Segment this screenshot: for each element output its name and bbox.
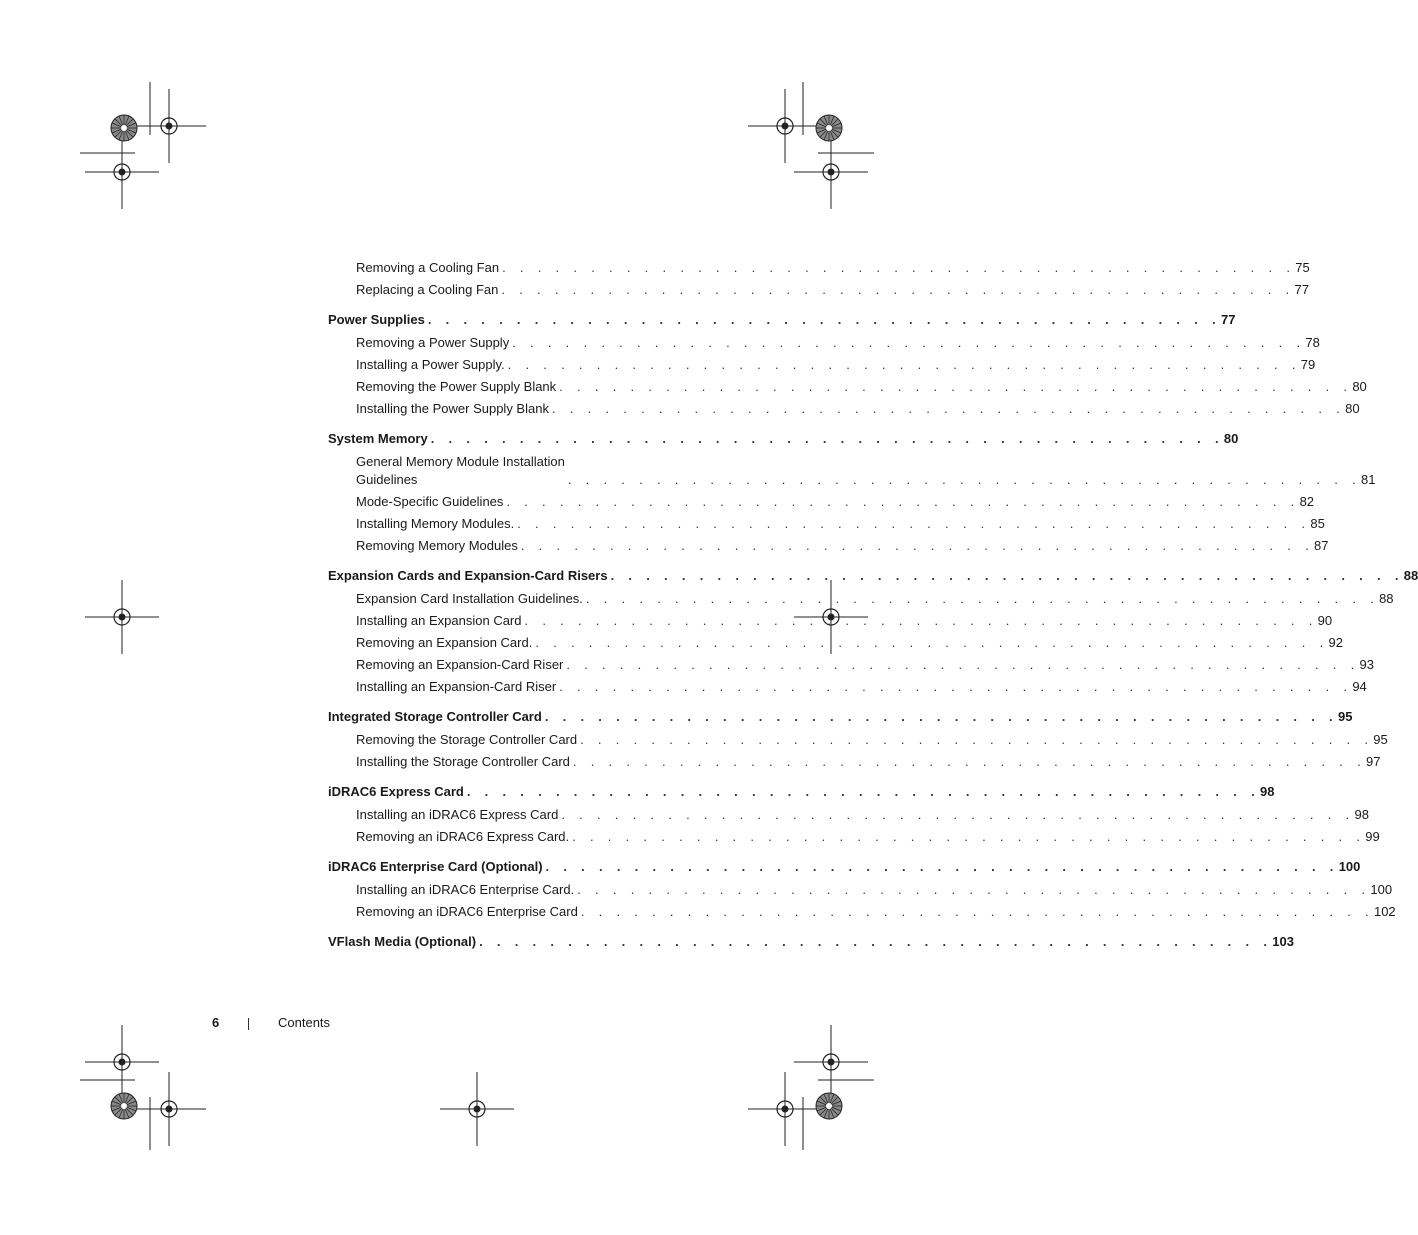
- dot-leader: . . . . . . . . . . . . . . . . . . . . . . . . . . . . . . . . . . . . . . . . . . . . .: [572, 829, 1366, 844]
- table-of-contents: [328, 259, 1418, 956]
- toc-subsection-entry[interactable]: [328, 493, 1315, 511]
- toc-subsection-entry[interactable]: [328, 634, 1343, 652]
- toc-entry-title: Installing Memory Modules.: [356, 516, 515, 531]
- toc-page-number: 88: [1403, 568, 1418, 583]
- toc-entry-title: Installing a Power Supply.: [356, 357, 505, 372]
- toc-subsection-entry[interactable]: [328, 378, 1367, 396]
- toc-page-number: 98: [1259, 784, 1275, 799]
- toc-subsection-entry[interactable]: [328, 259, 1310, 277]
- toc-subsection-entry[interactable]: [328, 731, 1388, 749]
- toc-page-number: 81: [1360, 472, 1376, 487]
- toc-subsection-entry[interactable]: [328, 612, 1333, 630]
- toc-entry-title: Installing an iDRAC6 Express Card: [356, 807, 559, 822]
- toc-entry-title: Installing an Expansion-Card Riser: [356, 679, 557, 694]
- toc-section-entry[interactable]: [328, 567, 1418, 585]
- registration-mark: [794, 1025, 868, 1099]
- toc-subsection-entry[interactable]: [328, 400, 1360, 418]
- dot-leader: . . . . . . . . . . . . . . . . . . . . . . . . . . . . . . . . . . . . . . . . . . . . .: [512, 335, 1306, 350]
- registration-mark: [85, 135, 159, 209]
- toc-subsection-entry[interactable]: [328, 828, 1380, 846]
- toc-page-number: 88: [1379, 591, 1394, 606]
- dot-leader: . . . . . . . . . . . . . . . . . . . . . . . . . . . . . . . . . . . . . . . . . . . . .: [517, 516, 1311, 531]
- toc-entry-title-block: [356, 453, 568, 489]
- toc-page-number: 82: [1299, 494, 1315, 509]
- registration-mark: [794, 135, 868, 209]
- toc-entry-title: Expansion Card Installation Guidelines.: [356, 591, 583, 606]
- toc-entry-title: Installing the Power Supply Blank: [356, 401, 549, 416]
- dot-leader: . . . . . . . . . . . . . . . . . . . . . . . . . . . . . . . . . . . . . . . . . . . . .: [466, 784, 1260, 799]
- toc-subsection-entry[interactable]: [328, 753, 1381, 771]
- toc-entry-title: Installing the Storage Controller Card: [356, 754, 570, 769]
- registration-mark: [748, 1072, 822, 1146]
- toc-page-number: 102: [1373, 904, 1396, 919]
- registration-mark: [132, 1072, 206, 1146]
- toc-entry-title: Installing an Expansion Card: [356, 613, 522, 628]
- toc-subsection-entry[interactable]: [328, 356, 1316, 374]
- dot-leader: . . . . . . . . . . . . . . . . . . . . . . . . . . . . . . . . . . . . . . . . . . . . .: [580, 904, 1374, 919]
- toc-page-number: 78: [1305, 335, 1320, 350]
- toc-section-entry[interactable]: [328, 783, 1275, 801]
- color-star-mark: [111, 1093, 137, 1119]
- toc-subsection-entry[interactable]: [328, 678, 1367, 696]
- toc-entry-title: Integrated Storage Controller Card: [328, 709, 542, 724]
- footer-section-label: Contents: [278, 1015, 331, 1030]
- toc-page-number: 100: [1338, 859, 1361, 874]
- dot-leader: . . . . . . . . . . . . . . . . . . . . . . . . . . . . . . . . . . . . . . . . . . . . .: [544, 709, 1338, 724]
- toc-page-number: 87: [1314, 538, 1329, 553]
- toc-entry-title: Removing the Storage Controller Card: [356, 732, 578, 747]
- dot-leader: . . . . . . . . . . . . . . . . . . . . . . . . . . . . . . . . . . . . . . . . . . . . .: [577, 882, 1371, 897]
- dot-leader: . . . . . . . . . . . . . . . . . . . . . . . . . . . . . . . . . . . . . . . . . . . . .: [479, 934, 1273, 949]
- toc-subsection-entry[interactable]: [328, 656, 1374, 674]
- toc-page-number: 92: [1328, 635, 1343, 650]
- toc-entry-title: Removing a Cooling Fan: [356, 260, 500, 275]
- dot-leader: . . . . . . . . . . . . . . . . . . . . . . . . . . . . . . . . . . . . . . . . . . . . .: [566, 657, 1360, 672]
- toc-page-number: 98: [1354, 807, 1369, 822]
- toc-entry-title: Power Supplies: [328, 312, 425, 327]
- toc-page-number: 80: [1345, 401, 1360, 416]
- dot-leader: . . . . . . . . . . . . . . . . . . . . . . . . . . . . . . . . . . . . . . . . . . . . .: [501, 282, 1295, 297]
- dot-leader: . . . . . . . . . . . . . . . . . . . . . . . . . . . . . . . . . . . . . . . . . . . . .: [427, 312, 1221, 327]
- toc-page-number: 94: [1352, 679, 1367, 694]
- toc-page-number: 77: [1220, 312, 1236, 327]
- dot-leader: . . . . . . . . . . . . . . . . . . . . . . . . . . . . . . . . . . . . . . . . . . . . .: [524, 613, 1318, 628]
- toc-section-entry[interactable]: [328, 708, 1353, 726]
- toc-page-number: 80: [1352, 379, 1367, 394]
- registration-mark: [132, 89, 206, 163]
- crop-mark-top-left: [80, 82, 150, 153]
- toc-section-entry[interactable]: [328, 858, 1361, 876]
- toc-subsection-entry[interactable]: [328, 453, 1376, 489]
- registration-mark: [85, 1025, 159, 1099]
- color-star-mark: [816, 115, 842, 141]
- toc-entry-title: Removing a Power Supply: [356, 335, 510, 350]
- toc-subsection-entry[interactable]: [328, 590, 1394, 608]
- toc-page-number: 95: [1337, 709, 1353, 724]
- dot-leader: . . . . . . . . . . . . . . . . . . . . . . . . . . . . . . . . . . . . . . . . . . . . .: [561, 807, 1355, 822]
- dot-leader: . . . . . . . . . . . . . . . . . . . . . . . . . . . . . . . . . . . . . . . . . . . . .: [572, 754, 1367, 769]
- dot-leader: . . . . . . . . . . . . . . . . . . . . . . . . . . . . . . . . . . . . . . . . . . . . .: [551, 401, 1346, 416]
- toc-subsection-entry[interactable]: [328, 806, 1369, 824]
- toc-page-number: 85: [1310, 516, 1325, 531]
- dot-leader: . . . . . . . . . . . . . . . . . . . . . . . . . . . . . . . . . . . . . . . . . . . . .: [430, 431, 1224, 446]
- toc-page-number: 103: [1272, 934, 1294, 949]
- toc-page-number: 90: [1317, 613, 1333, 628]
- footer-divider: [248, 1018, 249, 1030]
- toc-page-number: 75: [1295, 260, 1310, 275]
- toc-subsection-entry[interactable]: [328, 281, 1309, 299]
- page-number: 6: [212, 1015, 220, 1030]
- toc-subsection-entry[interactable]: [328, 903, 1396, 921]
- dot-leader: . . . . . . . . . . . . . . . . . . . . . . . . . . . . . . . . . . . . . . . . . . . . .: [535, 635, 1329, 650]
- toc-subsection-entry[interactable]: [328, 881, 1393, 899]
- toc-page-number: 97: [1366, 754, 1381, 769]
- color-star-mark: [111, 115, 137, 141]
- dot-leader: . . . . . . . . . . . . . . . . . . . . . . . . . . . . . . . . . . . . . . . . . . . . .: [610, 568, 1404, 583]
- dot-leader: . . . . . . . . . . . . . . . . . . . . . . . . . . . . . . . . . . . . . . . . . . . . .: [585, 591, 1380, 606]
- toc-entry-title: Removing an iDRAC6 Enterprise Card: [356, 904, 578, 919]
- toc-entry-title: iDRAC6 Enterprise Card (Optional): [328, 859, 543, 874]
- toc-entry-title: Expansion Cards and Expansion-Card Risers: [328, 568, 608, 583]
- toc-section-entry[interactable]: [328, 430, 1239, 448]
- toc-section-entry[interactable]: [328, 311, 1236, 329]
- toc-entry-title: System Memory: [328, 431, 428, 446]
- toc-page-number: 100: [1370, 882, 1393, 897]
- toc-entry-title: Mode-Specific Guidelines: [356, 494, 504, 509]
- dot-leader: . . . . . . . . . . . . . . . . . . . . . . . . . . . . . . . . . . . . . . . . . . . . .: [559, 679, 1353, 694]
- dot-leader: . . . . . . . . . . . . . . . . . . . . . . . . . . . . . . . . . . . . . . . . . . . . .: [580, 732, 1374, 747]
- toc-page-number: 95: [1373, 732, 1388, 747]
- dot-leader: . . . . . . . . . . . . . . . . . . . . . . . . . . . . . . . . . . . . . . . . . . . . .: [545, 859, 1339, 874]
- toc-entry-title: Removing an iDRAC6 Express Card.: [356, 829, 570, 844]
- toc-page-number: 99: [1365, 829, 1380, 844]
- dot-leader: . . . . . . . . . . . . . . . . . . . . . . . . . . . . . . . . . . . . . . . . . . . . .: [502, 260, 1296, 275]
- toc-page-number: 77: [1294, 282, 1309, 297]
- toc-entry-title-line: General Memory Module Installation: [356, 454, 565, 469]
- toc-page-number: 80: [1223, 431, 1239, 446]
- crop-mark-top-right: [803, 82, 874, 153]
- toc-entry-title: iDRAC6 Express Card: [328, 784, 464, 799]
- toc-page-number: 79: [1300, 357, 1316, 372]
- toc-entry-title: Removing Memory Modules: [356, 538, 518, 553]
- toc-subsection-entry[interactable]: [328, 515, 1325, 533]
- color-star-mark: [816, 1093, 842, 1119]
- registration-mark: [748, 89, 822, 163]
- dot-leader: . . . . . . . . . . . . . . . . . . . . . . . . . . . . . . . . . . . . . . . . . . . . .: [520, 538, 1314, 553]
- toc-entry-title: Removing an Expansion-Card Riser: [356, 657, 564, 672]
- dot-leader: . . . . . . . . . . . . . . . . . . . . . . . . . . . . . . . . . . . . . . . . . . . . .: [567, 472, 1361, 487]
- toc-entry-title: VFlash Media (Optional): [328, 934, 477, 949]
- toc-subsection-entry[interactable]: [328, 537, 1329, 555]
- dot-leader: . . . . . . . . . . . . . . . . . . . . . . . . . . . . . . . . . . . . . . . . . . . . .: [559, 379, 1353, 394]
- toc-section-entry[interactable]: [328, 933, 1294, 951]
- toc-entry-title: Replacing a Cooling Fan: [356, 282, 499, 297]
- toc-entry-title: Removing the Power Supply Blank: [356, 379, 557, 394]
- registration-mark: [85, 580, 159, 654]
- toc-entry-title: Guidelines: [356, 472, 418, 487]
- toc-subsection-entry[interactable]: [328, 334, 1320, 352]
- toc-entry-title: Removing an Expansion Card.: [356, 635, 533, 650]
- toc-page-number: 93: [1359, 657, 1374, 672]
- dot-leader: . . . . . . . . . . . . . . . . . . . . . . . . . . . . . . . . . . . . . . . . . . . . .: [506, 494, 1300, 509]
- toc-entry-title: Installing an iDRAC6 Enterprise Card.: [356, 882, 575, 897]
- dot-leader: . . . . . . . . . . . . . . . . . . . . . . . . . . . . . . . . . . . . . . . . . . . . .: [507, 357, 1301, 372]
- registration-mark: [440, 1072, 514, 1146]
